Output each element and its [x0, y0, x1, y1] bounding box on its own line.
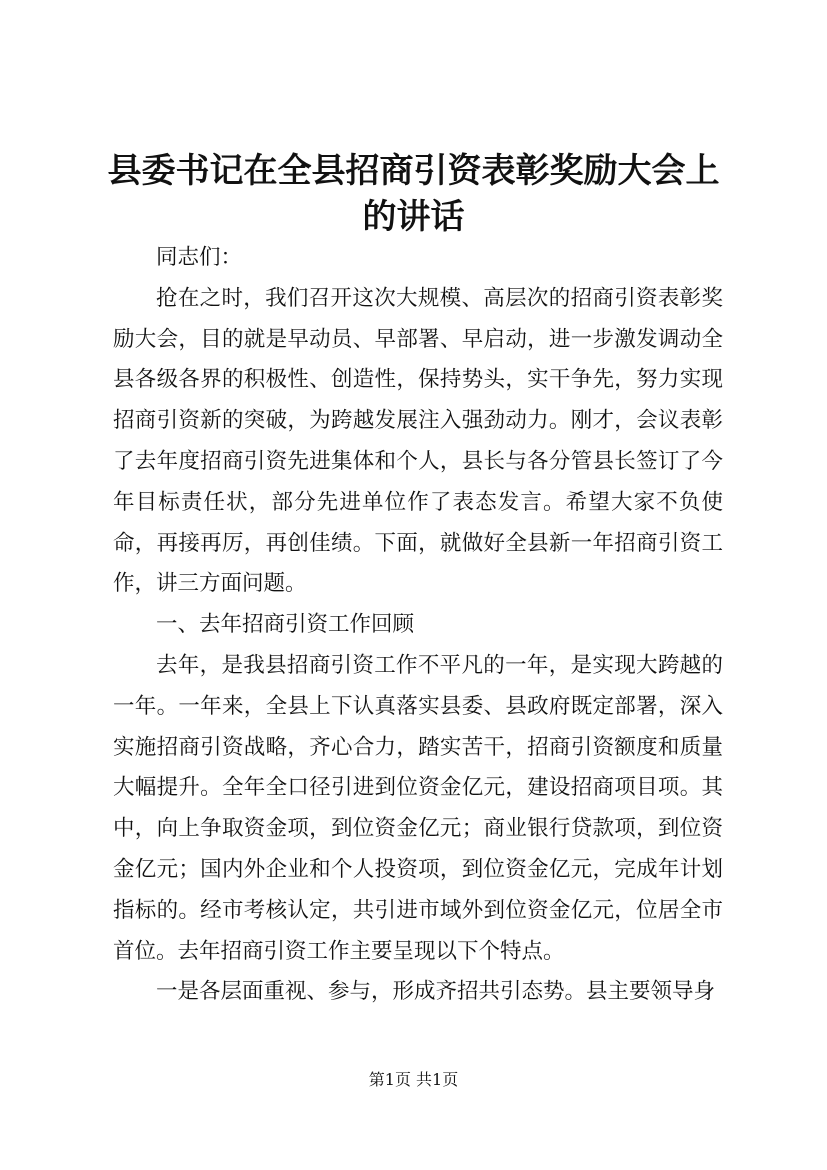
- intro-paragraph: 抢在之时，我们召开这次大规模、高层次的招商引资表彰奖励大会，目的就是早动员、早部署、早启动，进一步激发调动全县各级各界的积极性、创造性，保持势头，实干争先，努力实现招商引资新的突破，为跨越发展注入强劲动力。刚才，会议表彰了去年度招商引资先进集体和个人，县长与各分管县长签订了今年目标责任状，部分先进单位作了表态发言。希望大家不负使命，再接再厉，再创佳绩。下面，就做好全县新一年招商引资工作，讲三方面问题。: [113, 285, 723, 597]
- document-title: 县委书记在全县招商引资表彰奖励大会上的讲话: [107, 151, 720, 237]
- review-paragraph: 去年，是我县招商引资工作不平凡的一年，是实现大跨越的一年。一年来，全县上下认真落实县委、县政府既定部署，深入实施招商引资战略，齐心合力，踏实苦干，招商引资额度和质量大幅提升。全年全口径引进到位资金亿元，建设招商项目项。其中，向上争取资金项，到位资金亿元；商业银行贷款项，到位资金亿元；国内外企业和个人投资项，到位资金亿元，完成年计划指标的。经市考核认定，共引进市域外到位资金亿元，位居全市首位。去年招商引资工作主要呈现以下个特点。: [113, 652, 723, 964]
- page-footer: 第1页 共1页: [368, 1070, 459, 1089]
- document-body: [113, 238, 723, 1013]
- section-heading: 一、去年招商引资工作回顾: [156, 612, 415, 638]
- point-one-paragraph: 一是各层面重视、参与，形成齐招共引态势。县主要领导身: [156, 979, 716, 1005]
- salutation-paragraph: 同志们：: [156, 245, 243, 270]
